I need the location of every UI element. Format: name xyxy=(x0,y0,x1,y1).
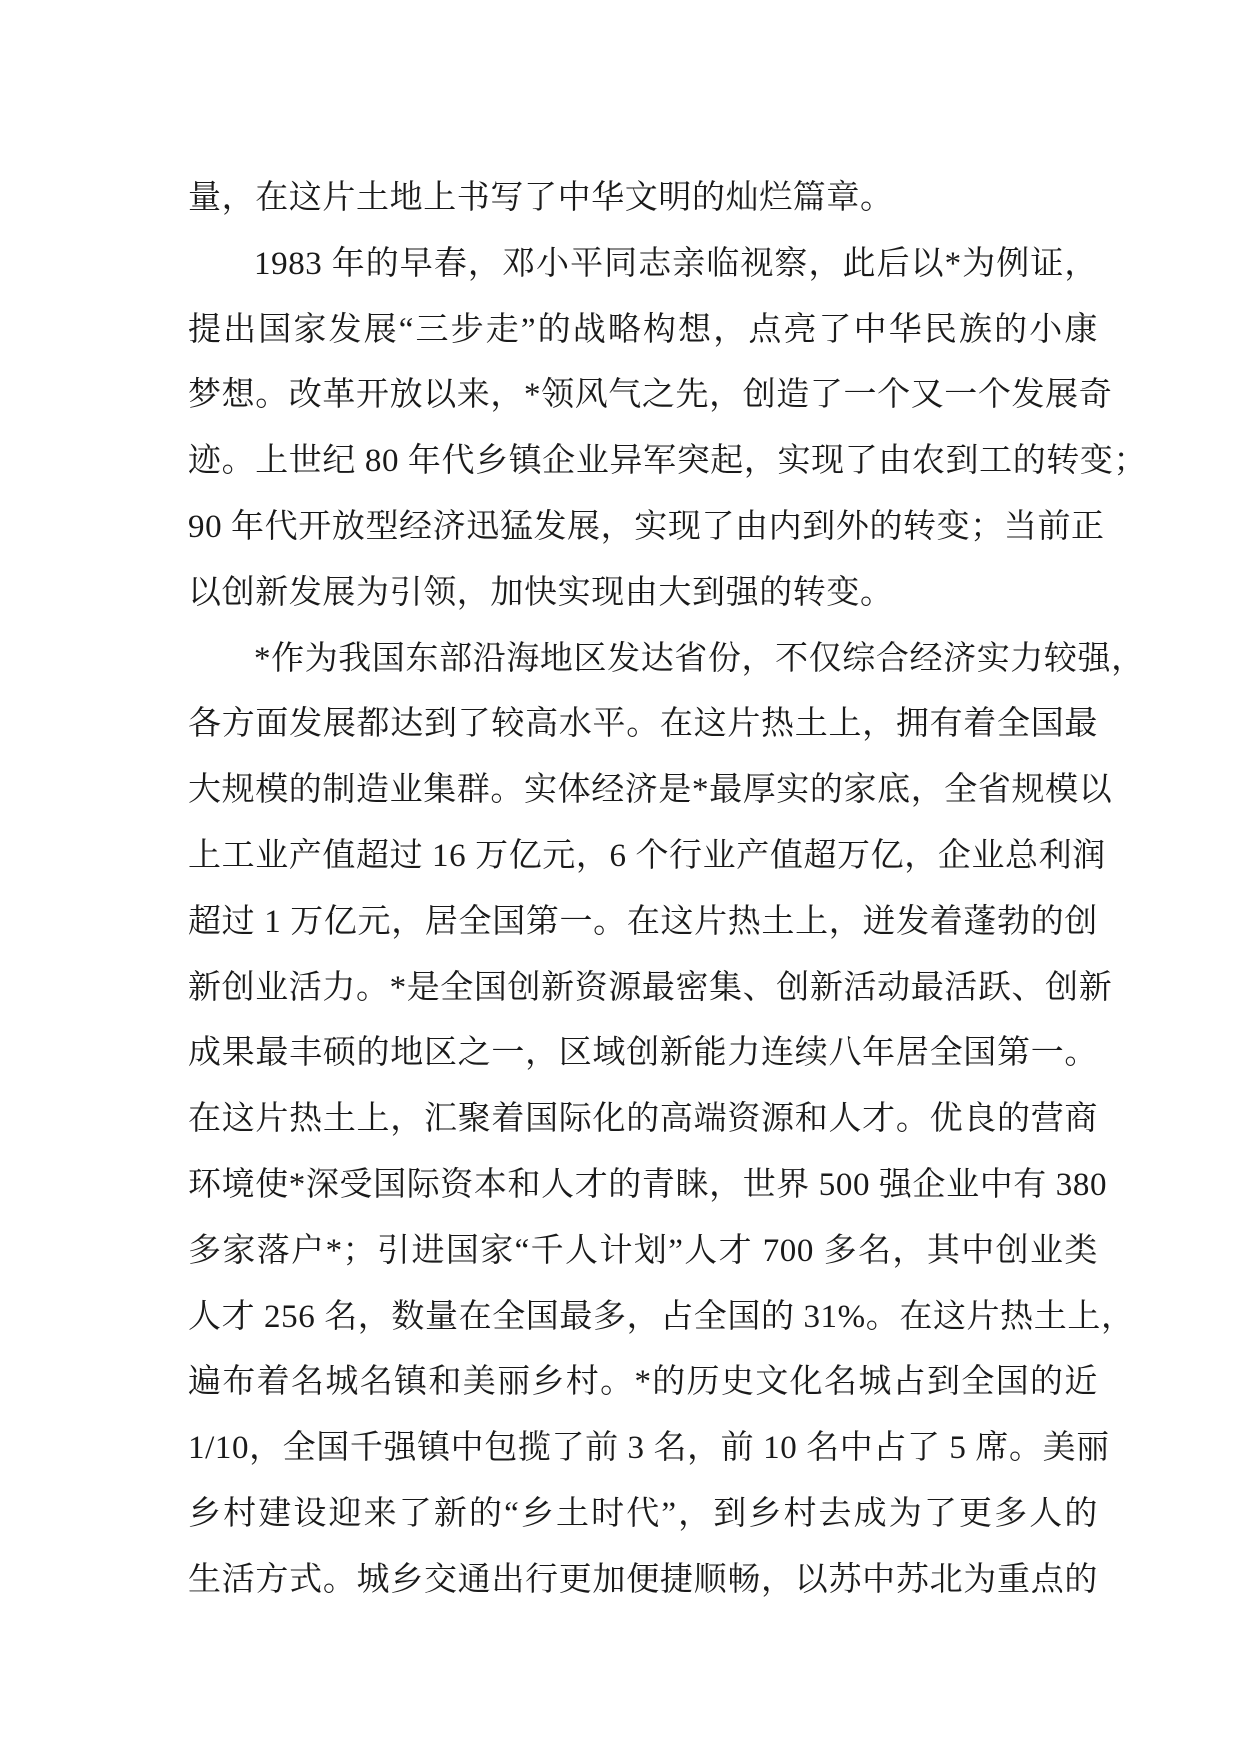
text-line: 上工业产值超过 16 万亿元，6 个行业产值超万亿，企业总利润 xyxy=(188,837,1106,874)
text-line: 1983 年的早春，邓小平同志亲临视察，此后以*为例证， xyxy=(254,245,1098,282)
text-line: 1/10，全国千强镇中包揽了前 3 名，前 10 名中占了 5 席。美丽 xyxy=(188,1430,1110,1467)
document-page xyxy=(188,168,1148,1616)
text-line: 提出国家发展“三步走”的战略构想，点亮了中华民族的小康 xyxy=(188,311,1098,348)
text-line: 新创业活力。*是全国创新资源最密集、创新活动最活跃、创新 xyxy=(188,969,1113,1006)
text-line: 大规模的制造业集群。实体经济是*最厚实的家底，全省规模以 xyxy=(188,772,1113,809)
text-line: *作为我国东部沿海地区发达省份，不仅综合经济实力较强， xyxy=(254,640,1145,677)
text-line: 超过 1 万亿元，居全国第一。在这片热土上，迸发着蓬勃的创 xyxy=(188,903,1098,940)
text-line: 迹。上世纪 80 年代乡镇企业异军突起，实现了由农到工的转变； xyxy=(188,443,1148,480)
text-line: 量，在这片土地上书写了中华文明的灿烂篇章。 xyxy=(188,180,894,216)
text-line: 遍布着名城名镇和美丽乡村。*的历史文化名城占到全国的近 xyxy=(188,1364,1098,1401)
text-line: 乡村建设迎来了新的“乡土时代”，到乡村去成为了更多人的 xyxy=(188,1495,1098,1532)
text-line: 在这片热土上，汇聚着国际化的高端资源和人才。优良的营商 xyxy=(188,1101,1098,1138)
text-line: 多家落户*；引进国家“千人计划”人才 700 多名，其中创业类 xyxy=(188,1232,1098,1269)
text-line: 以创新发展为引领，加快实现由大到强的转变。 xyxy=(188,574,894,611)
text-line: 成果最丰硕的地区之一，区域创新能力连续八年居全国第一。 xyxy=(188,1035,1098,1072)
text-line: 90 年代开放型经济迅猛发展，实现了由内到外的转变；当前正 xyxy=(188,508,1105,545)
text-line: 生活方式。城乡交通出行更加便捷顺畅，以苏中苏北为重点的 xyxy=(188,1561,1098,1598)
text-line: 环境使*深受国际资本和人才的青睐，世界 500 强企业中有 380 xyxy=(188,1166,1108,1203)
text-line: 人才 256 名，数量在全国最多，占全国的 31%。在这片热土上， xyxy=(188,1298,1135,1335)
text-line: 梦想。改革开放以来，*领风气之先，创造了一个又一个发展奇 xyxy=(188,377,1113,414)
text-line: 各方面发展都达到了较高水平。在这片热土上，拥有着全国最 xyxy=(188,706,1098,743)
